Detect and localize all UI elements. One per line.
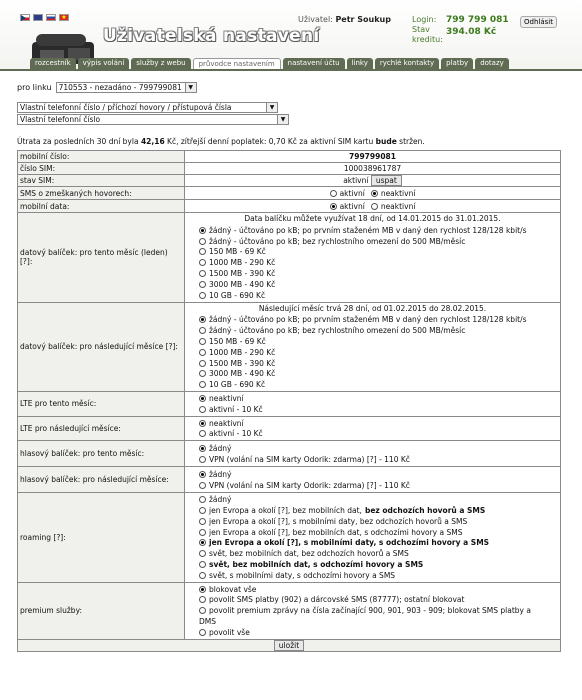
account-info: Login: Stav kreditu: 799 799 081 394.08 Kč (412, 15, 509, 44)
tab-platby[interactable]: platby (441, 58, 473, 69)
roaming-option-radio[interactable]: jen Evropa a okolí [?], bez mobilních dat, s odchozími hovory a SMS (199, 527, 558, 538)
chevron-down-icon: ▼ (266, 103, 277, 112)
row-label: číslo SIM: (18, 163, 185, 175)
table-row (18, 302, 561, 392)
premium-option-continuation: DMS (199, 617, 217, 626)
voice-next-none-radio[interactable]: žádný (199, 469, 558, 480)
premium-block-all-radio[interactable]: blokovat vše (199, 584, 558, 595)
row-label: stav SIM: (18, 175, 185, 187)
voice-this-none-radio[interactable]: žádný (199, 443, 558, 454)
row-label: hlasový balíček: pro následující měsíce: (18, 467, 185, 493)
row-label: LTE pro následující měsíce: (18, 416, 185, 441)
spending-summary: Útrata za posledních 30 dní byla 42,16 Kč, zítřejší denní poplatek: 0,70 Kč za aktivní SIM kartu bude stržen. (17, 137, 425, 146)
roaming-option-radio[interactable]: žádný (199, 494, 558, 505)
lte-this-inactive-radio[interactable]: neaktivní (199, 393, 558, 404)
row-label: roaming [?]: (18, 493, 185, 582)
header (0, 0, 582, 70)
sim-number-value: 100038961787 (185, 163, 561, 175)
line-select[interactable]: 710553 - nezadáno - 799799081 ▼ (56, 82, 197, 93)
missed-sms-active-radio[interactable]: aktivní (330, 188, 365, 198)
data-this-option-radio[interactable]: žádný - účtováno po kB; bez rychlostního omezení do 500 MB/měsíc (199, 236, 558, 247)
data-this-option-radio[interactable]: 150 MB - 69 Kč (199, 247, 558, 258)
table-row (18, 213, 561, 303)
data-this-option-radio[interactable]: 1500 MB - 390 Kč (199, 268, 558, 279)
tab-rychle-kontakty[interactable]: rychlé kontakty (375, 58, 439, 69)
period-info: Následující měsíc trvá 28 dní, od 01.02.2015 do 28.02.2015. (258, 303, 487, 313)
table-row (18, 441, 561, 467)
credit-value: 394.08 Kč (446, 27, 497, 37)
sim-state-value: aktivní (343, 176, 369, 185)
tab-rozcestnik[interactable]: rozcestník (30, 58, 76, 69)
user-info: Uživatel: Petr Soukup (298, 15, 391, 24)
language-flags (20, 14, 69, 21)
data-this-option-radio[interactable]: 10 GB - 690 Kč (199, 290, 558, 301)
row-label: datový balíček: pro následující měsíce [?]: (18, 302, 185, 392)
tab-vypis-volani[interactable]: výpis volání (78, 58, 130, 69)
logout-button[interactable]: Odhlásit (520, 16, 557, 28)
sleep-sim-button[interactable]: uspat (371, 175, 402, 186)
table-row (18, 493, 561, 582)
voice-this-vpn-radio[interactable]: VPN (volání na SIM karty Odorik: zdarma) [?] - 110 Kč (199, 454, 558, 465)
vietnamese-flag-icon[interactable]: ★ (59, 14, 69, 21)
table-row (18, 639, 561, 651)
row-label: mobilní data: (18, 200, 185, 213)
data-this-option-radio[interactable]: žádný - účtováno po kB; po prvním staženém MB v daný den rychlost 128/128 kbit/s (199, 225, 558, 236)
row-label: hlasový balíček: pro tento měsíc: (18, 441, 185, 467)
data-this-option-radio[interactable]: 1000 MB - 290 Kč (199, 257, 558, 268)
tab-nastaveni-uctu[interactable]: nastavení účtu (283, 58, 345, 69)
czech-flag-icon[interactable] (20, 14, 30, 21)
data-next-option-radio[interactable]: žádný - účtováno po kB; bez rychlostního omezení do 500 MB/měsíc (199, 325, 558, 336)
settings-table (17, 150, 561, 652)
table-row (18, 151, 561, 163)
missed-sms-inactive-radio[interactable]: neaktivní (371, 188, 416, 198)
russian-flag-icon[interactable] (46, 14, 56, 21)
lte-next-active-radio[interactable]: aktivní - 10 Kč (199, 429, 558, 440)
table-row (18, 175, 561, 187)
row-label: datový balíček: pro tento měsíc (leden) [?]: (18, 213, 185, 303)
premium-allow-sms-payments-radio[interactable]: povolit SMS platby (902) a dárcovské SMS (87777); ostatní blokovat (199, 595, 558, 606)
table-row (18, 467, 561, 493)
row-label: SMS o zmeškaných hovorech: (18, 187, 185, 200)
table-row (18, 200, 561, 213)
roaming-option-radio[interactable]: jen Evropa a okolí [?], s mobilními daty, s odchozími hovory a SMS (199, 538, 558, 549)
data-next-option-radio[interactable]: 1500 MB - 390 Kč (199, 358, 558, 369)
row-label: premium služby: (18, 582, 185, 639)
data-next-option-radio[interactable]: žádný - účtováno po kB; po prvním staženém MB v daný den rychlost 128/128 kbit/s (199, 315, 558, 326)
premium-allow-premium-radio[interactable]: povolit premium zprávy na čísla začínající 900, 901, 903 - 909; blokovat SMS platby a (199, 605, 558, 616)
table-row (18, 392, 561, 417)
row-label: mobilní číslo: (18, 151, 185, 163)
lte-next-inactive-radio[interactable]: neaktivní (199, 418, 558, 429)
table-row (18, 416, 561, 441)
tab-pruvodce-nastavenim[interactable]: průvodce nastavením (193, 58, 281, 69)
save-button[interactable]: uložit (274, 640, 304, 651)
table-row (18, 582, 561, 639)
chevron-down-icon: ▼ (277, 115, 288, 124)
roaming-option-radio[interactable]: jen Evropa a okolí [?], bez mobilních dat, bez odchozích hovorů a SMS (199, 505, 558, 516)
line-select-label: pro linku (17, 82, 52, 92)
subcategory-select[interactable]: Vlastní telefonní číslo ▼ (17, 114, 289, 125)
nav-underline (0, 69, 582, 71)
table-row (18, 163, 561, 175)
tab-linky[interactable]: linky (347, 58, 373, 69)
user-name: Petr Soukup (335, 15, 391, 24)
tab-sluzby-z-webu[interactable]: služby z webu (131, 58, 190, 69)
roaming-option-radio[interactable]: svět, bez mobilních dat, s odchozími hovory a SMS (199, 559, 558, 570)
premium-allow-all-radio[interactable]: povolit vše (199, 627, 558, 638)
data-next-option-radio[interactable]: 10 GB - 690 Kč (199, 379, 558, 390)
page-title: Uživatelská nastavení (103, 26, 320, 46)
lte-this-active-radio[interactable]: aktivní - 10 Kč (199, 404, 558, 415)
chevron-down-icon: ▼ (185, 83, 196, 92)
data-next-option-radio[interactable]: 3000 MB - 490 Kč (199, 369, 558, 380)
mobile-number-value: 799799081 (349, 152, 396, 161)
mobile-data-active-radio[interactable]: aktivní (330, 201, 365, 211)
table-row (18, 187, 561, 200)
category-select[interactable]: Vlastní telefonní číslo / příchozí hovory / přístupová čísla ▼ (17, 102, 278, 113)
data-next-option-radio[interactable]: 1000 MB - 290 Kč (199, 347, 558, 358)
login-value: 799 799 081 (446, 15, 509, 25)
voice-next-vpn-radio[interactable]: VPN (volání na SIM karty Odorik: zdarma) [?] - 110 Kč (199, 480, 558, 491)
main-nav (30, 58, 509, 69)
tab-dotazy[interactable]: dotazy (475, 58, 509, 69)
main-content (17, 80, 565, 652)
data-this-option-radio[interactable]: 3000 MB - 490 Kč (199, 279, 558, 290)
english-flag-icon[interactable] (33, 14, 43, 21)
data-next-option-radio[interactable]: 150 MB - 69 Kč (199, 336, 558, 347)
mobile-data-inactive-radio[interactable]: neaktivní (371, 201, 416, 211)
row-label: LTE pro tento měsíc: (18, 392, 185, 417)
roaming-option-radio[interactable]: svět, bez mobilních dat, bez odchozích hovorů a SMS (199, 548, 558, 559)
roaming-option-radio[interactable]: jen Evropa a okolí [?], s mobilními daty, bez odchozích hovorů a SMS (199, 516, 558, 527)
roaming-option-radio[interactable]: svět, s mobilními daty, s odchozími hovory a SMS (199, 570, 558, 581)
period-info: Data balíčku můžete využívat 18 dní, od 14.01.2015 do 31.01.2015. (244, 214, 501, 223)
